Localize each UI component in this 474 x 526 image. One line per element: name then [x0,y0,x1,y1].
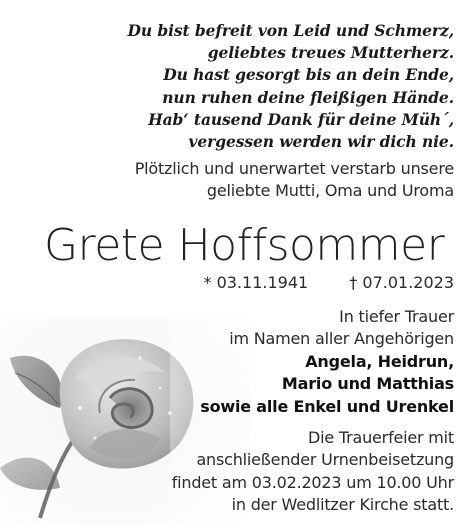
poem-line: geliebtes treues Mutterherz. [207,43,454,63]
announcement-line: geliebte Mutti, Oma und Uroma [206,181,454,200]
funeral-line: anschließender Urnenbeisetzung [196,450,454,470]
mourners-line: In tiefer Trauer [339,307,454,326]
funeral-line: in der Wedlitzer Kirche statt. [231,495,454,515]
funeral-info [54,427,454,517]
announcement-line: Plötzlich und unerwartet verstarb unsere [134,159,454,178]
birth-date: * 03.11.1941 [203,273,309,292]
poem-line: vergessen werden wir dich nie. [188,132,454,152]
death-date: † 07.01.2023 [349,273,454,292]
funeral-line: findet am 03.02.2023 um 10.00 Uhr [171,472,454,492]
death-announcement [24,158,454,202]
mourners-line: im Namen aller Angehörigen [229,329,454,349]
life-dates [204,272,455,294]
mourners-block [54,306,454,418]
deceased-name: Grete Hoffsommer [44,220,445,271]
poem-line: Du bist befreit von Leid und Schmerz, [127,21,454,40]
poem-line: Du hast gesorgt bis an dein Ende, [163,65,454,85]
poem-line: nun ruhen deine fleißigen Hände. [162,87,454,107]
funeral-line: Die Trauerfeier mit [308,428,454,447]
mourner-names: Mario und Matthias [281,374,454,394]
poem-line: Hab‘ tausend Dank für deine Müh´, [148,109,454,129]
poem [24,20,454,153]
mourner-names: Angela, Heidrun, [305,351,454,371]
mourner-names: sowie alle Enkel und Urenkel [200,396,454,416]
